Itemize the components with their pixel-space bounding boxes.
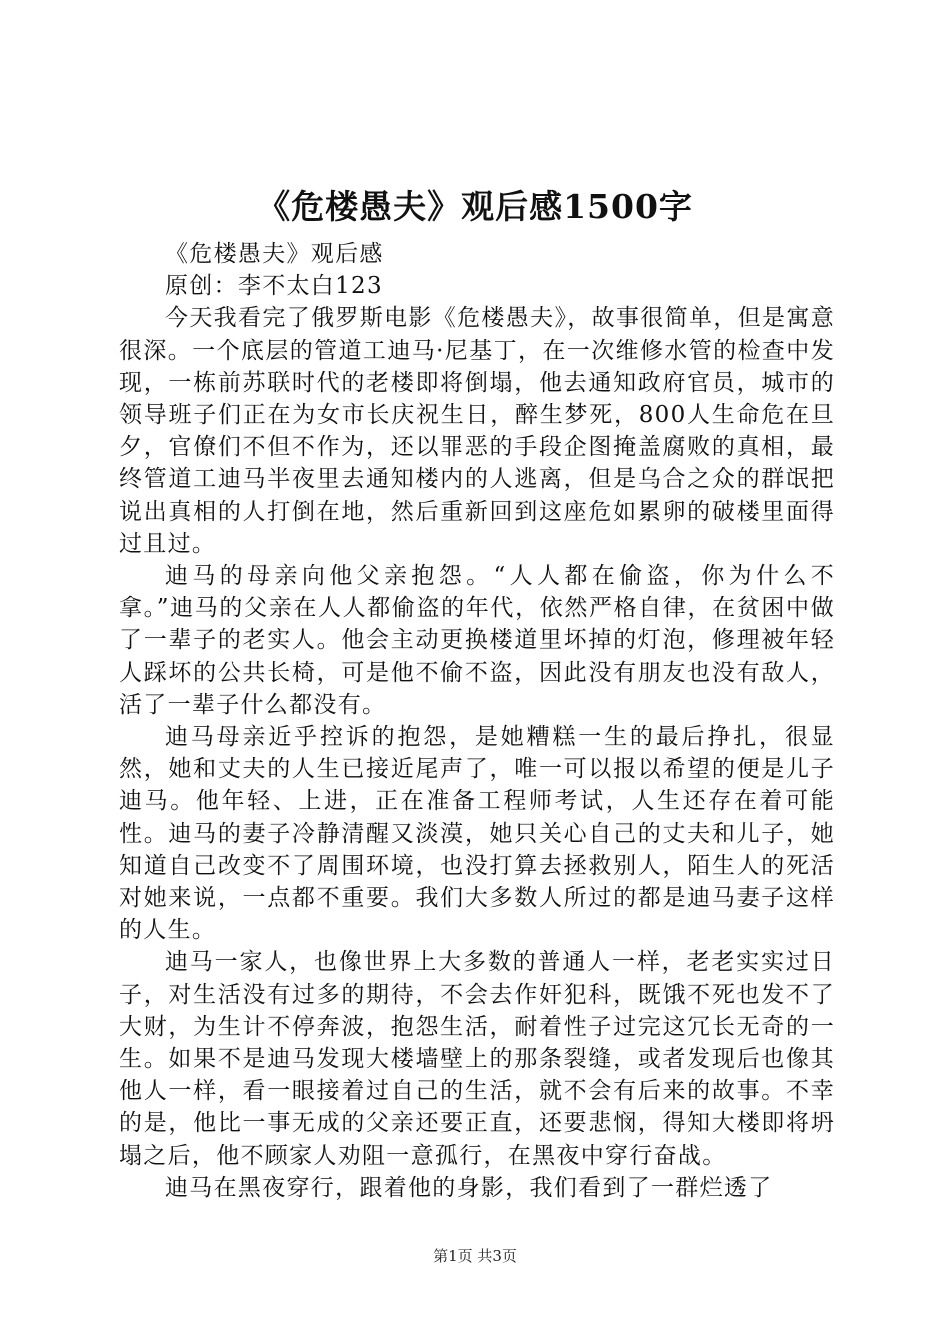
paragraph: 迪马母亲近乎控诉的抱怨，是她糟糕一生的最后挣扎，很显然，她和丈夫的人生已接近尾声了，唯一可以报以希望的便是儿子迪马。他年轻、上进，正在准备工程师考试，人生还存在着可能性。迪马的妻子冷静清醒又淡漠，她只关心自己的丈夫和儿子，她知道自己改变不了周围环境，也没打算去拯救别人，陌生人的死活对她来说，一点都不重要。我们大多数人所过的都是迪马妻子这样的人生。 bbox=[119, 724, 835, 944]
author-line: 原创：李不太白123 bbox=[165, 273, 383, 300]
paragraph: 迪马在黑夜穿行，跟着他的身影，我们看到了一群烂透了 bbox=[165, 1174, 773, 1201]
subtitle-line: 《危楼愚夫》观后感 bbox=[165, 241, 384, 267]
document-body bbox=[119, 238, 835, 1204]
paragraph: 迪马的母亲向他父亲抱怨。“人人都在偷盗，你为什么不拿。”迪马的父亲在人人都偷盗的年代，依然严格自律，在贫困中做了一辈子的老实人。他会主动更换楼道里坏掉的灯泡，修理被年轻人踩坏的公共长椅，可是他不偷不盗，因此没有朋友也没有敌人，活了一辈子什么都没有。 bbox=[119, 563, 835, 718]
paragraph: 今天我看完了俄罗斯电影《危楼愚夫》，故事很简单，但是寓意很深。一个底层的管道工迪马·尼基丁，在一次维修水管的检查中发现，一栋前苏联时代的老楼即将倒塌，他去通知政府官员，城市的领导班子们正在为女市长庆祝生日，醉生梦死，800人生命危在旦夕，官僚们不但不作为，还以罪恶的手段企图掩盖腐败的真相，最终管道工迪马半夜里去通知楼内的人逃离，但是乌合之众的群氓把说出真相的人打倒在地，然后重新回到这座危如累卵的破楼里面得过且过。 bbox=[119, 305, 835, 557]
document-title: 《危楼愚夫》观后感1500字 bbox=[257, 187, 693, 226]
page-footer: 第1页 共3页 bbox=[433, 1247, 517, 1265]
paragraph: 迪马一家人，也像世界上大多数的普通人一样，老老实实过日子，对生活没有过多的期待，不会去作奸犯科，既饿不死也发不了大财，为生计不停奔波，抱怨生活，耐着性子过完这冗长无奇的一生。如果不是迪马发现大楼墙壁上的那条裂缝，或者发现后也像其他人一样，看一眼接着过自己的生活，就不会有后来的故事。不幸的是，他比一事无成的父亲还要正直，还要悲悯，得知大楼即将坍塌之后，他不顾家人劝阻一意孤行，在黑夜中穿行奋战。 bbox=[119, 949, 835, 1169]
